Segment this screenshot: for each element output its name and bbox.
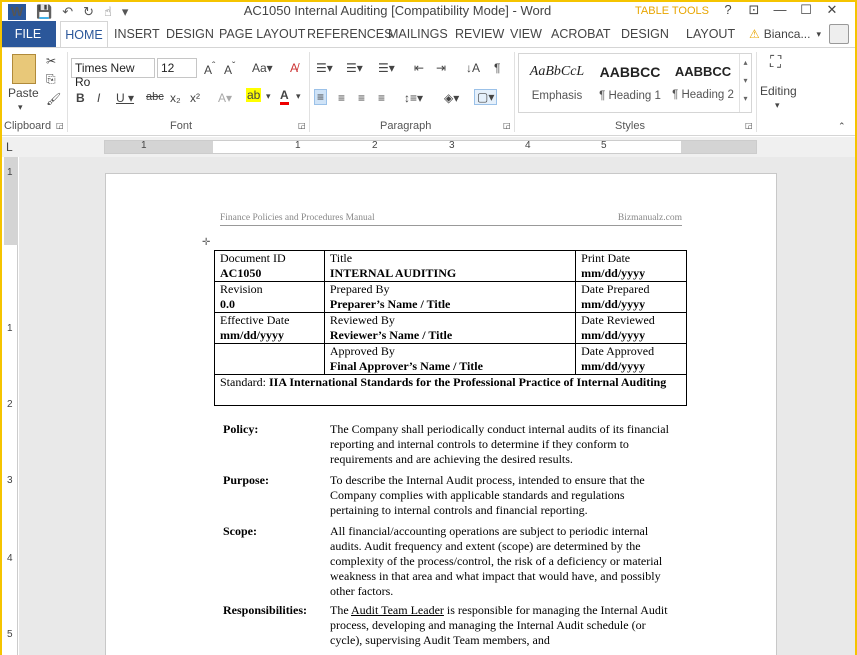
ruler-number: 1 <box>295 140 301 151</box>
vruler-number: 2 <box>7 399 13 410</box>
styles-scroll[interactable]: ▴ ▾ ▾ <box>739 54 751 112</box>
clear-formatting-icon[interactable]: A̸ <box>290 61 299 75</box>
section-label: Policy: <box>223 422 259 436</box>
change-case-icon[interactable]: Aa▾ <box>252 61 273 75</box>
table-row <box>215 282 687 313</box>
close-button[interactable]: ✕ <box>826 2 838 17</box>
ruler-left-margin <box>105 141 213 153</box>
window-controls <box>715 2 845 18</box>
cut-icon[interactable]: ✂ <box>46 54 57 68</box>
subscript-icon[interactable]: x₂ <box>170 91 181 105</box>
font-name-box[interactable]: Times New Ro <box>71 58 155 78</box>
sort-icon[interactable]: ↓A <box>466 61 481 75</box>
grow-font-icon[interactable]: $A^ˆ$ <box>204 61 216 77</box>
dialog-launcher-icon[interactable]: ◲ <box>56 121 64 130</box>
section-text[interactable]: The Audit Team Leader is responsible for managing the Internal Audit process, developing and managing the Internal Audit schedule (or cycle), supervising Audit Team members, and <box>330 603 668 647</box>
ruler-number: 4 <box>525 140 531 151</box>
tab-references[interactable]: REFERENCES <box>307 27 393 41</box>
tab-home[interactable]: HOME <box>60 21 108 48</box>
paste-label[interactable]: Paste <box>8 86 39 100</box>
table-cell[interactable]: Effective Date mm/dd/yyyy <box>215 313 325 344</box>
document-area <box>19 157 857 655</box>
vertical-ruler[interactable] <box>4 157 18 655</box>
shrink-font-icon[interactable]: $A^ˇ$ <box>224 61 236 77</box>
page-header <box>220 213 682 226</box>
title-bar <box>0 0 857 20</box>
section-text[interactable]: All financial/accounting operations are subject to periodic internal audits. Audit frequency and extent (scope) are determined by the complexity of the process/control, the risk of a deficiency or material weakness in that area and what impact that would have, and possibly other factors. <box>330 524 663 598</box>
style-name: Emphasis <box>531 90 583 102</box>
ribbon-home <box>0 47 857 136</box>
dialog-launcher-icon[interactable]: ◲ <box>745 121 753 130</box>
table-cell[interactable]: Date Reviewed mm/dd/yyyy <box>576 313 687 344</box>
window-border <box>0 0 2 655</box>
word-logo-icon: W <box>8 4 26 20</box>
font-group-label: Font <box>170 120 193 132</box>
text-effects-icon[interactable]: A▾ <box>218 91 233 105</box>
table-cell[interactable]: Date Approved mm/dd/yyyy <box>576 344 687 375</box>
bullets-icon[interactable]: ☰▾ <box>316 61 333 75</box>
align-center-icon[interactable]: ≡ <box>338 91 346 105</box>
section-label: Scope: <box>223 524 257 538</box>
document-page[interactable] <box>105 173 777 655</box>
style-sample: AABBCC <box>599 64 661 80</box>
ruler-area <box>0 137 857 157</box>
tab-selector-icon[interactable]: L <box>6 140 13 154</box>
ruler-number: 3 <box>449 140 455 151</box>
align-left-icon[interactable]: ≡ <box>314 89 327 105</box>
standard-cell[interactable]: Standard: IIA International Standards for the Professional Practice of Internal Auditing <box>215 375 687 406</box>
chevron-down-icon: ▾ <box>816 28 821 39</box>
table-move-handle-icon[interactable]: ✛ <box>202 237 211 248</box>
table-cell[interactable]: Prepared By Preparer’s Name / Title <box>324 282 575 313</box>
tab-file[interactable]: FILE <box>0 21 56 47</box>
section-label: Purpose: <box>223 473 269 487</box>
vruler-number: 3 <box>7 475 13 486</box>
tab-review[interactable]: REVIEW <box>455 27 505 41</box>
highlight-icon[interactable]: ab <box>247 88 261 102</box>
tab-table-design[interactable]: DESIGN <box>621 27 669 41</box>
table-cell[interactable]: Document ID AC1050 <box>215 251 325 282</box>
redo-icon[interactable]: ↻ <box>83 4 94 19</box>
group-separator <box>756 52 757 132</box>
chevron-down-icon[interactable]: ▾ <box>18 102 23 112</box>
tab-view[interactable]: VIEW <box>510 27 542 41</box>
styles-group-label: Styles <box>615 120 645 132</box>
section-text[interactable]: To describe the Internal Audit process, intended to ensure that the Company complies with applicable standards and regulations pertaining to internal controls and financial reporting. <box>330 473 645 517</box>
help-button[interactable]: ? <box>724 2 732 17</box>
table-row <box>215 375 687 406</box>
header-left: Finance Policies and Procedures Manual <box>220 213 375 223</box>
tab-acrobat[interactable]: ACROBAT <box>551 27 611 41</box>
undo-icon[interactable]: ↶ <box>62 4 74 19</box>
header-right: Bizmanualz.com <box>617 213 682 223</box>
line-spacing-icon[interactable]: ↕≡▾ <box>404 91 424 105</box>
table-tools-label: TABLE TOOLS <box>635 5 709 17</box>
table-cell[interactable]: Date Prepared mm/dd/yyyy <box>576 282 687 313</box>
tab-table-layout[interactable]: LAYOUT <box>686 27 736 41</box>
table-cell[interactable]: Print Date mm/dd/yyyy <box>576 251 687 282</box>
editing-label[interactable]: Editing <box>760 84 797 98</box>
ruler-right-margin <box>681 141 756 153</box>
decrease-indent-icon[interactable]: ⇤ <box>414 61 425 75</box>
dialog-launcher-icon[interactable]: ◲ <box>503 121 511 130</box>
group-separator <box>67 52 68 132</box>
table-cell[interactable]: Title INTERNAL AUDITING <box>324 251 575 282</box>
vruler-number: 5 <box>7 629 13 640</box>
touch-mode-icon[interactable]: ☝ <box>104 4 112 19</box>
copy-icon[interactable]: ⎘ <box>46 72 56 86</box>
save-icon[interactable]: 💾 <box>36 4 53 19</box>
table-cell[interactable] <box>215 344 325 375</box>
minimize-button[interactable]: — <box>773 2 787 17</box>
increase-indent-icon[interactable]: ⇥ <box>436 61 447 75</box>
style-name: ¶ Heading 2 <box>672 89 734 101</box>
multilevel-list-icon[interactable]: ☰▾ <box>378 61 395 75</box>
table-row <box>215 251 687 282</box>
section-label: Responsibilities: <box>223 603 308 617</box>
styles-gallery <box>518 53 752 113</box>
ribbon-tabs <box>0 21 857 47</box>
binoculars-icon[interactable]: ⛶ <box>770 54 782 71</box>
avatar <box>829 24 849 44</box>
warning-icon: ⚠ <box>749 27 760 41</box>
chevron-down-icon[interactable]: ▾ <box>296 91 301 101</box>
clipboard-group-label: Clipboard <box>4 120 52 132</box>
ruler-number: 1 <box>141 140 147 151</box>
ribbon-display-button[interactable]: ⊡ <box>748 2 760 17</box>
table-cell[interactable]: Reviewed By Reviewer’s Name / Title <box>324 313 575 344</box>
customize-toolbar-icon[interactable]: ▾ <box>121 4 129 19</box>
audit-team-leader-link[interactable]: Audit Team Leader <box>351 603 444 617</box>
font-color-icon[interactable]: A <box>280 88 289 105</box>
ruler-number: 2 <box>372 140 378 151</box>
style-emphasis[interactable] <box>521 54 593 112</box>
maximize-button[interactable]: ☐ <box>800 2 812 17</box>
user-name: Bianca... <box>763 27 811 41</box>
style-sample: AaBbCcL <box>529 64 585 79</box>
italic-icon[interactable]: I <box>97 91 101 105</box>
group-separator <box>514 52 515 132</box>
window-title: AC1050 Internal Auditing [Compatibility Mode] - Word <box>243 3 552 18</box>
numbering-icon[interactable]: ☰▾ <box>346 61 363 75</box>
tab-mailings[interactable]: MAILINGS <box>388 27 448 41</box>
ruler-number: 5 <box>601 140 607 151</box>
style-heading-2[interactable] <box>667 54 739 112</box>
tab-page-layout[interactable]: PAGE LAYOUT <box>219 27 306 41</box>
superscript-icon[interactable]: x² <box>190 91 200 105</box>
table-row <box>215 344 687 375</box>
horizontal-ruler[interactable] <box>104 140 757 154</box>
section-text[interactable]: The Company shall periodically conduct internal audits of its financial reporting and internal controls to determine if they conform to requirements and are achieving the desired results. <box>330 422 669 466</box>
justify-icon[interactable]: ≡ <box>378 91 386 105</box>
group-separator <box>309 52 310 132</box>
tab-insert[interactable]: INSERT <box>114 27 160 41</box>
chevron-down-icon[interactable]: ▾ <box>266 91 271 101</box>
table-cell[interactable]: Revision 0.0 <box>215 282 325 313</box>
vruler-number: 1 <box>7 323 13 334</box>
strikethrough-icon[interactable]: abc <box>146 91 164 103</box>
style-name: ¶ Heading 1 <box>599 90 661 102</box>
tab-design[interactable]: DESIGN <box>166 27 214 41</box>
show-formatting-icon[interactable]: ¶ <box>494 61 501 75</box>
align-right-icon[interactable]: ≡ <box>358 91 366 105</box>
style-heading-1[interactable] <box>594 54 666 112</box>
bold-icon[interactable]: B <box>76 91 85 105</box>
vruler-number: 4 <box>7 553 13 564</box>
table-cell[interactable]: Approved By Final Approver’s Name / Title <box>324 344 575 375</box>
paste-icon[interactable] <box>12 54 36 84</box>
user-account[interactable] <box>749 21 849 47</box>
document-info-table <box>214 250 687 406</box>
chevron-down-icon[interactable]: ▾ <box>775 100 780 110</box>
paragraph-group-label: Paragraph <box>380 120 432 132</box>
table-row <box>215 313 687 344</box>
collapse-ribbon-icon[interactable]: ⌃ <box>838 121 846 131</box>
style-sample: AABBCC <box>674 64 732 79</box>
dialog-launcher-icon[interactable]: ◲ <box>298 121 306 130</box>
format-painter-icon[interactable]: 🖌 <box>46 92 62 106</box>
font-size-box[interactable]: 12 <box>157 58 197 78</box>
vruler-number: 1 <box>7 167 13 178</box>
shading-icon[interactable]: ◈▾ <box>444 91 460 105</box>
underline-icon[interactable]: U ▾ <box>116 91 135 105</box>
borders-icon[interactable]: ▢▾ <box>474 89 497 105</box>
